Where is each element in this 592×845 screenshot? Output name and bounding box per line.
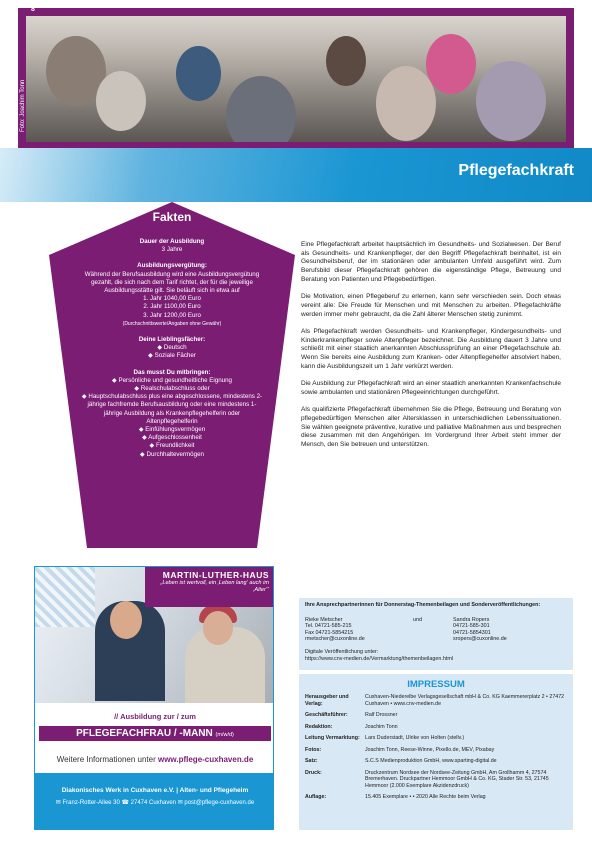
salary-note: (Durchschnittswerte/Angaben ohne Gewähr)	[122, 320, 222, 327]
contact-name: Sandra Ropers	[453, 616, 490, 623]
section-title: Pflegefachkraft	[458, 162, 574, 179]
duration-heading: Dauer der Ausbildung	[139, 238, 205, 245]
contact-and: und	[413, 616, 422, 623]
ad-slogan: „Leben ist wertvoll, ein ‚Leben lang‘ auch im ‚Alter‘“	[160, 580, 269, 593]
article-paragraph: Die Ausbildung zur Pflegefachkraft wird an einer staatlich anerkannten Krankenfachschule sowie ambulanten und stationären Pflegeeinrichtungen durchgeführt.	[301, 380, 561, 396]
impressum-row	[305, 794, 567, 801]
impressum-value: Lars Duderstadt, Ulrike von Holten (stellv.)	[365, 735, 465, 741]
contact-mail[interactable]: sropers@cuxonline.de	[453, 636, 507, 643]
photo-frame	[18, 8, 574, 148]
impressum-row	[305, 724, 567, 731]
contact-mail[interactable]: rmetscher@cuxonline.de	[305, 636, 365, 643]
ad-info-prefix: Weitere Informationen unter	[56, 755, 156, 764]
contact-fax: Fax 04721-5854215	[305, 629, 354, 636]
impressum-title: IMPRESSUM	[407, 679, 465, 690]
subjects-heading: Deine Lieblingsfächer:	[138, 336, 206, 344]
salary-text: Während der Berufsausbildung wird eine Ausbildungsvergütung gezahlt, die sich nach dem Tarif richtet, der für die jeweilige Ausbildungsstätte gilt. Sie beläuft sich in etwa auf	[84, 270, 260, 295]
contact-tel: 04721-585-301	[453, 623, 490, 630]
requirement-item: ◆ Durchhaltevermögen	[140, 450, 204, 458]
impressum-value: Joachim Tonn, Reese-Winne, Pixello.de, MEV, Pixabay	[365, 746, 495, 753]
requirement-item: ◆ Freundlichkeit	[149, 442, 195, 450]
page-number: 8	[31, 6, 35, 13]
impressum-row	[305, 770, 567, 790]
salary-year3: 3. Jahr 1200,00 Euro	[143, 311, 201, 319]
ad-org: Diakonisches Werk in Cuxhaven e.V. | Alten- und Pflegeheim	[61, 787, 249, 794]
contact-name: Rieke Metscher	[305, 616, 343, 623]
requirement-item: ◆ Einfühlungsvermögen	[138, 426, 206, 434]
digital-url[interactable]: https://www.cnv-medien.de/Vermarktung/themenbeilagen.html	[305, 655, 454, 662]
impressum-key: Herausgeber und Verlag:	[305, 694, 349, 707]
article-paragraph: Als qualifizierte Pflegefachkraft übernehmen Sie die Pflege, Betreuung und Beratung von pflegebedürftigen Menschen aller Altersklassen in unterschiedlichen Lebenssituationen. Sie wählen geeignete präventive, kurative und palliative Maßnahmen aus und besprechen diese zusammen mit den Angehörigen. Im Vordergrund Ihrer Arbeit steht immer der Mensch, den Sie betreuen und unterstützen.	[301, 406, 561, 449]
article-paragraph: Die Motivation, einen Pflegeberuf zu erlernen, kann sehr verschieden sein. Doch etwas vereint alle: Die Freude für Menschen und mit Menschen zu arbeiten. Pflegefachkräfte werden immer mehr gebraucht, da die Zahl älterer Menschen stetig zunimmt.	[301, 293, 561, 318]
salary-heading: Ausbildungsvergütung:	[137, 262, 207, 270]
ad-job-title	[39, 726, 271, 741]
impressum-value: S.C.S Medienproduktion GmbH, www.sparting-digital.de	[365, 758, 497, 764]
ad-person-caregiver-face	[110, 601, 142, 639]
impressum-value: Cuxhaven-Niederelbe Verlagsgesellschaft mbH & Co. KG Kaemmererplatz 2 • 27472 Cuxhaven • www.cnv-medien.de	[365, 694, 565, 707]
ad-info-url[interactable]: www.pflege-cuxhaven.de	[157, 755, 254, 764]
subject-item: ◆ Deutsch	[157, 344, 187, 352]
ad-info	[35, 755, 274, 764]
subject-item: ◆ Soziale Fächer	[148, 352, 196, 360]
contact-box	[299, 598, 573, 670]
impressum-value: Joachim Tonn	[365, 723, 398, 730]
ad-pattern	[35, 567, 95, 627]
impressum-key: Redaktion:	[305, 723, 333, 730]
article-body	[301, 241, 561, 459]
salary-year2: 2. Jahr 1100,00 Euro	[143, 303, 201, 311]
impressum-key: Geschäftsführer:	[305, 712, 348, 718]
facts-box	[80, 238, 264, 459]
impressum-key: Druck:	[305, 769, 322, 776]
requirement-item: ◆ Realschulabschluss oder	[134, 385, 210, 393]
impressum-key: Satz:	[305, 758, 318, 764]
impressum-value: Druckzentrum Nordsee der Nordsee-Zeitung GmbH, Am Grollhamm 4, 27574 Bremerhaven. Druckpartner Hemmoor GmbH & Co. KG, Stader Str. 53, 21745 Hemmoor (2.000 Exemplare Akzidenzdruck)	[365, 769, 549, 789]
ad-address: ✉ Franz-Rotter-Allee 30 ☎ 27474 Cuxhaven ✉ post@pflege-cuxhaven.de	[55, 800, 255, 806]
article-paragraph: Eine Pflegefachkraft arbeitet hauptsächlich im Gesundheits- und Sozialwesen. Der Beruf als Gesundheits- und Krankenpfleger, der den Begriff Pflegefachkraft beinhaltet, ist ein Gesundheitsberuf, der im stationären oder ambulanten Umfeld ausgeführt wird. Zum Berufsbild dieser Pflegefachkraft gehören die eigenständige Pflege, Betreuung und Beratung von Patienten und Pflegebedürftigen.	[301, 241, 561, 283]
ad-footer	[35, 773, 274, 830]
requirement-item: ◆ Aufgeschlossenheit	[142, 434, 202, 442]
ad-job-suffix: (m/w/d)	[215, 732, 234, 738]
digital-label: Digitale Veröffentlichung unter:	[305, 648, 379, 655]
impressum-key: Leitung Vermarktung:	[305, 735, 360, 741]
contact-tel: Tel. 04721-585-215	[305, 623, 352, 630]
ad-band	[35, 703, 274, 747]
impressum-row	[305, 694, 567, 707]
photo-credit: Foto: Joachim Tonn	[20, 79, 26, 132]
impressum-box	[299, 674, 573, 830]
requirements-heading: Das musst Du mitbringen:	[133, 368, 211, 376]
ad-house-name: MARTIN-LUTHER-HAUS	[162, 570, 269, 580]
impressum-key: Auflage:	[305, 794, 327, 800]
ad-training-line: // Ausbildung zur / zum	[114, 712, 196, 721]
requirement-item: ◆ Persönliche und gesundheitliche Eignung	[112, 376, 232, 384]
ad-header	[145, 567, 274, 607]
impressum-row	[305, 758, 567, 765]
ad-person-senior-face	[203, 611, 233, 645]
ad-job-title-text: PFLEGEFACHFRAU / -MANN	[76, 728, 213, 739]
contact-fax: 04721-5854301	[453, 629, 491, 636]
impressum-row	[305, 735, 567, 742]
impressum-row	[305, 712, 567, 719]
contact-heading: Ihre Ansprechpartnerinnen für Donnerstag-Themenbeilagen und Sonderveröffentlichungen:	[305, 602, 541, 608]
salary-year1: 1. Jahr 1040,00 Euro	[143, 295, 201, 303]
duration-value: 3 Jahre	[161, 246, 183, 254]
impressum-value: Ralf Drossner	[365, 712, 398, 718]
article-paragraph: Als Pflegefachkraft werden Gesundheits- und Krankenpfleger, Kindergesundheits- und Kinderkrankenpfleger sowie Altenpfleger bezeichnet. Die Ausbildung dauert 3 Jahre und schließt mit einer staatlich anerkannten Abschlussprüfung an einer Pflegefachschule ab. Wenn Sie bereits eine Ausbildung zum Kranken- oder Altenpflegehelfer absolviert haben, kann die Ausbildungszeit um 1 Jahr verkürzt werden.	[301, 328, 561, 370]
impressum-row	[305, 747, 567, 754]
advertisement[interactable]	[34, 566, 274, 830]
header-photo	[26, 16, 566, 142]
requirement-item: ◆ Hauptschulabschluss plus eine abgeschlossene, mindestens 2-jährige fachfremde Berufsausbildung oder eine mindestens 1-jährige Ausbildung als Krankenpflegehelferin oder Altenpflegehelferin	[81, 393, 263, 425]
impressum-value: 15.405 Exemplare • • 2020 Alle Rechte beim Verlag	[365, 794, 486, 800]
impressum-key: Fotos:	[305, 746, 322, 753]
facts-title: Fakten	[152, 210, 192, 224]
